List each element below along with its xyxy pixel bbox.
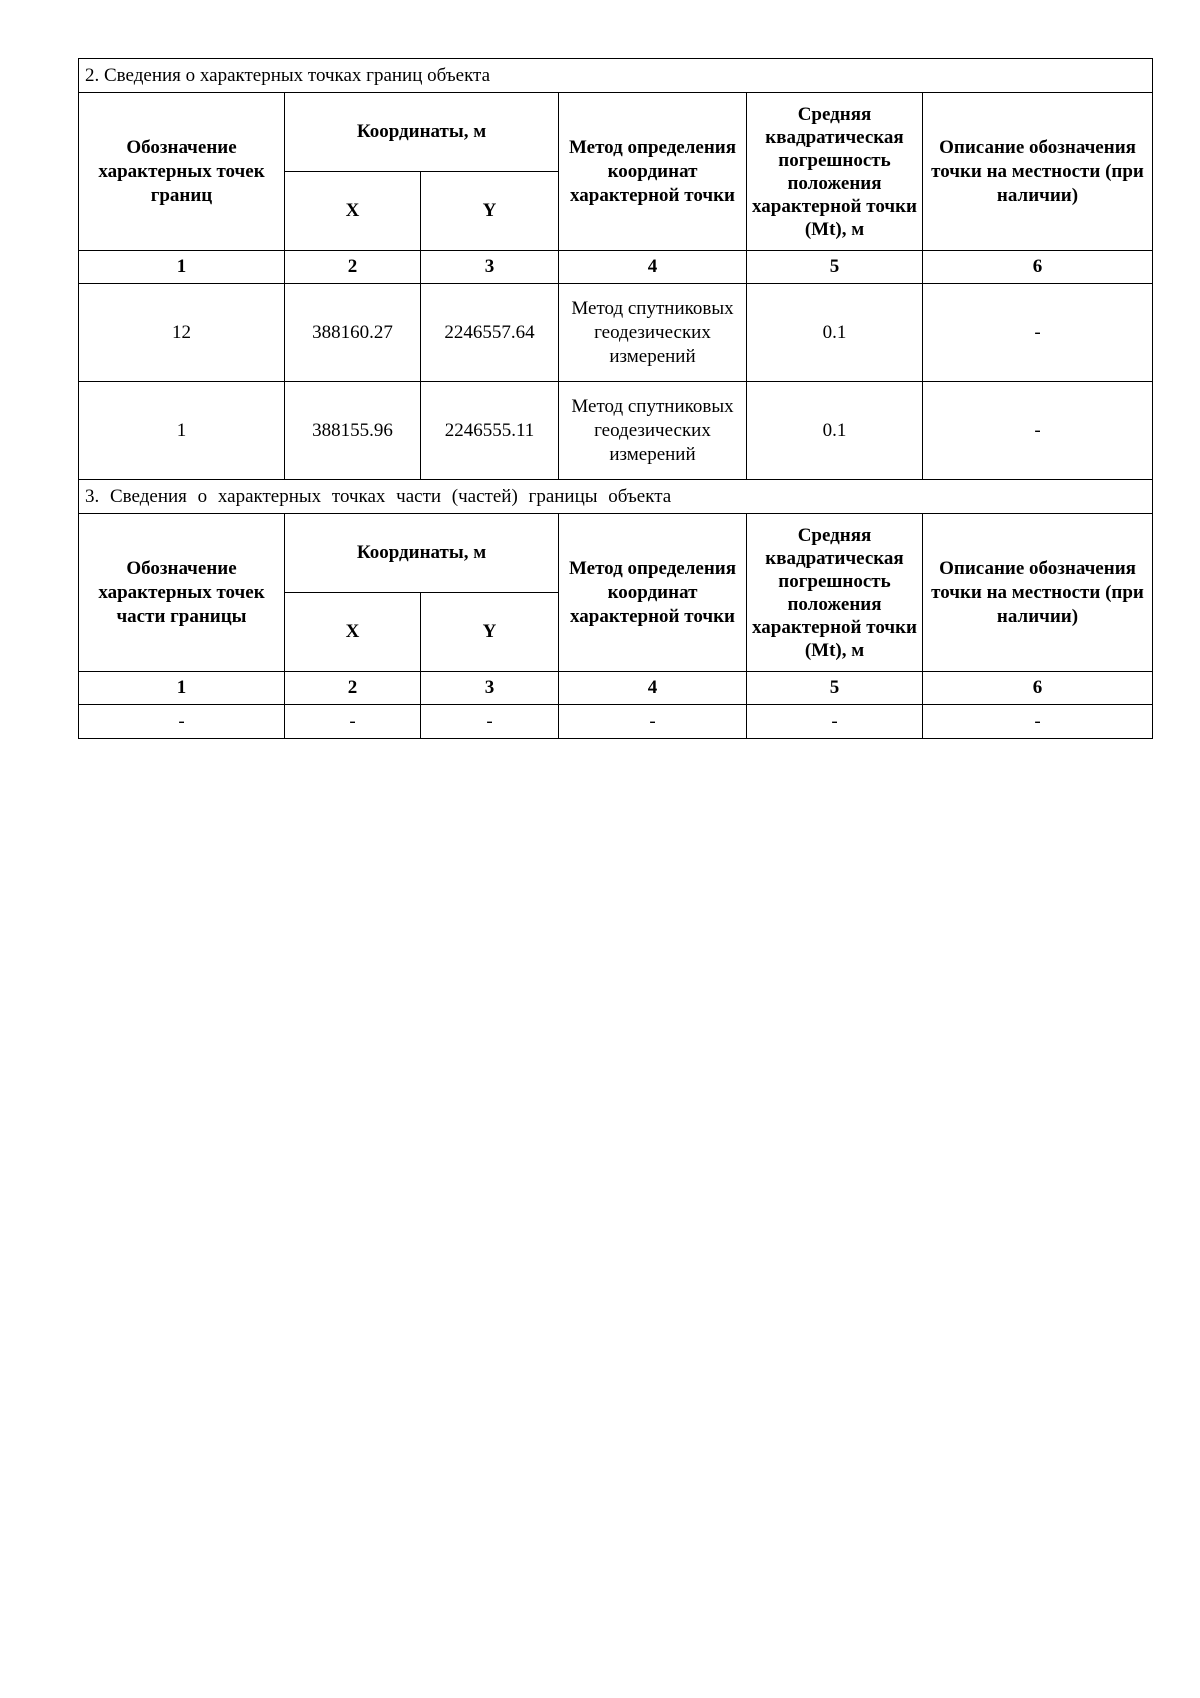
column-number: 1: [79, 251, 285, 284]
error-value: -: [747, 705, 923, 739]
table-row: [79, 284, 1153, 382]
coordinate-y: 2246555.11: [421, 382, 559, 480]
column-number: 3: [421, 672, 559, 705]
column-number: 4: [559, 672, 747, 705]
point-description: -: [923, 705, 1153, 739]
column-number: 5: [747, 251, 923, 284]
column-number: 5: [747, 672, 923, 705]
header-error: Средняя квадратическая погрешность положения характерной точки (Mt), м: [747, 93, 923, 251]
header-designation: Обозначение характерных точек границ: [79, 93, 285, 251]
point-designation: 1: [79, 382, 285, 480]
column-number: 2: [285, 672, 421, 705]
error-value: 0.1: [747, 284, 923, 382]
point-designation: 12: [79, 284, 285, 382]
method: Метод спутниковых геодезических измерений: [559, 284, 747, 382]
table-row: [79, 705, 1153, 739]
coordinate-y: 2246557.64: [421, 284, 559, 382]
section2-title: 2. Сведения о характерных точках границ объекта: [79, 59, 1153, 93]
coordinate-x: 388160.27: [285, 284, 421, 382]
header-y: Y: [421, 593, 559, 672]
header-method: Метод определения координат характерной точки: [559, 514, 747, 672]
header-coordinates: Координаты, м: [285, 514, 559, 593]
header-designation: Обозначение характерных точек части границы: [79, 514, 285, 672]
method: Метод спутниковых геодезических измерений: [559, 382, 747, 480]
section3-header-row: [79, 514, 1153, 593]
section3-title-row: [79, 480, 1153, 514]
section2-header-row: [79, 93, 1153, 172]
column-number: 4: [559, 251, 747, 284]
column-number: 6: [923, 672, 1153, 705]
header-description: Описание обозначения точки на местности (при наличии): [923, 93, 1153, 251]
boundary-points-table: [78, 58, 1153, 739]
section2-column-numbers: [79, 251, 1153, 284]
point-designation: -: [79, 705, 285, 739]
error-value: 0.1: [747, 382, 923, 480]
coordinate-x: 388155.96: [285, 382, 421, 480]
header-y: Y: [421, 172, 559, 251]
section2-title-row: [79, 59, 1153, 93]
section3-column-numbers: [79, 672, 1153, 705]
column-number: 6: [923, 251, 1153, 284]
column-number: 2: [285, 251, 421, 284]
header-description: Описание обозначения точки на местности (при наличии): [923, 514, 1153, 672]
table-row: [79, 382, 1153, 480]
coordinate-x: -: [285, 705, 421, 739]
header-method: Метод определения координат характерной точки: [559, 93, 747, 251]
coordinate-y: -: [421, 705, 559, 739]
method: -: [559, 705, 747, 739]
header-error: Средняя квадратическая погрешность положения характерной точки (Mt), м: [747, 514, 923, 672]
point-description: -: [923, 382, 1153, 480]
section3-title: 3. Сведения о характерных точках части (частей) границы объекта: [79, 480, 1153, 514]
column-number: 3: [421, 251, 559, 284]
column-number: 1: [79, 672, 285, 705]
point-description: -: [923, 284, 1153, 382]
header-x: X: [285, 593, 421, 672]
header-x: X: [285, 172, 421, 251]
header-coordinates: Координаты, м: [285, 93, 559, 172]
